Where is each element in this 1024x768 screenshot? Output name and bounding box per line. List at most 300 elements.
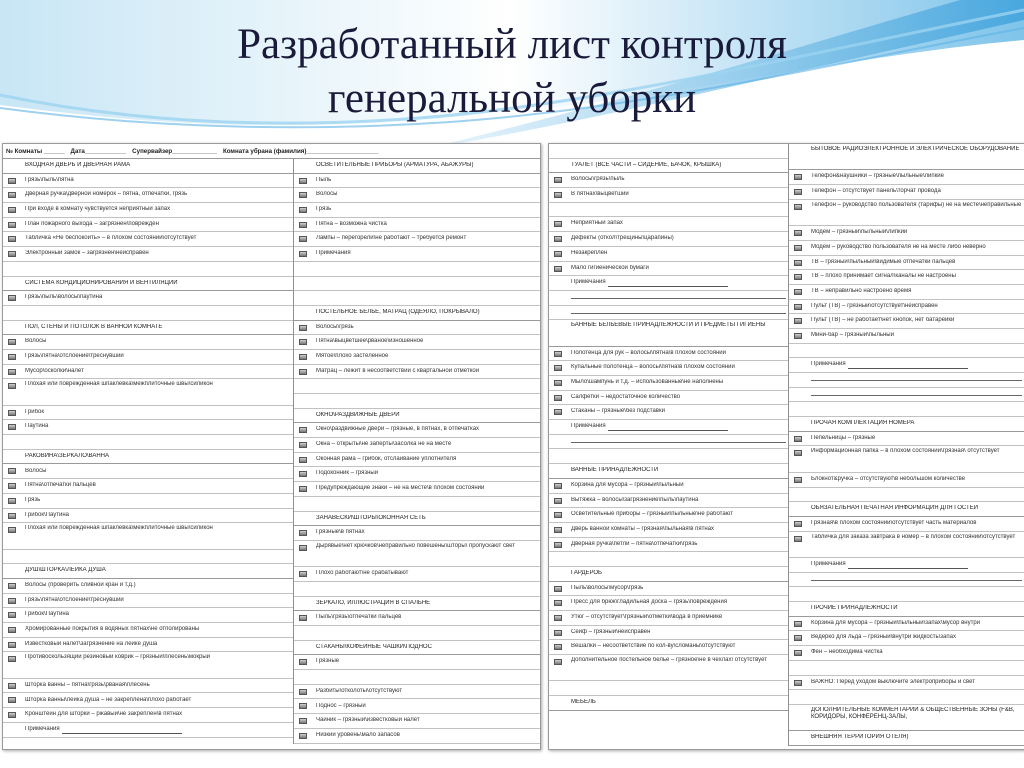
checkbox[interactable] xyxy=(794,477,802,483)
checklist-row xyxy=(789,300,1024,315)
blank-row xyxy=(294,394,540,409)
checkbox[interactable] xyxy=(299,222,307,228)
row-text: Полотенца для рук – волосы\пятна\в плохом состоянии xyxy=(571,349,727,356)
checkbox[interactable] xyxy=(8,339,16,345)
checklist-row xyxy=(3,232,293,247)
checkbox[interactable] xyxy=(299,659,307,665)
row-text: Плохая или поврежденная шпаклевка\межплиточные швы\силикон xyxy=(25,525,213,532)
checkbox[interactable] xyxy=(554,266,562,272)
checklist-row xyxy=(549,538,788,553)
section-heading xyxy=(549,567,788,582)
row-text: Пыль xyxy=(316,176,332,183)
row-text: Пресс для брюк\гладильная доска – грязь\повреждения xyxy=(571,599,728,606)
checklist-row xyxy=(3,365,293,380)
checklist-row xyxy=(294,247,540,262)
checkbox[interactable] xyxy=(8,251,16,257)
row-text: Волосы\грязь xyxy=(316,323,354,330)
checklist-row xyxy=(294,174,540,189)
row-text: Дверь ванной комнаты – грязная\пыльная\в пятнах xyxy=(571,525,715,532)
row-text: Телефон – руководство пользователя (тарифы) не на месте\неправильные xyxy=(811,201,1022,208)
checklist-row xyxy=(294,321,540,336)
checklist-row xyxy=(789,473,1024,488)
row-text: ЗАНАВЕСКИ\ШТОРЫ\ОКОННАЯ СЕТЬ xyxy=(316,514,426,521)
row-text: Пепельницы – грязные xyxy=(811,434,876,441)
checklist-row xyxy=(294,188,540,203)
row-text: Незакреплен xyxy=(571,249,608,256)
checklist-column-2 xyxy=(294,159,540,744)
checkbox[interactable] xyxy=(554,644,562,650)
checklist-row xyxy=(3,679,293,694)
checkbox[interactable] xyxy=(8,369,16,375)
row-text: Вешалки – несоответствие по кол-ву\сломаны\отсутствуют xyxy=(571,643,736,650)
checkbox[interactable] xyxy=(8,712,16,718)
blank-row xyxy=(294,497,540,512)
row-text xyxy=(811,580,1022,581)
checkbox[interactable] xyxy=(554,380,562,386)
row-text: Ведерко для льда – грязный\внутри жидкость\запах xyxy=(811,634,956,641)
row-text: СИСТЕМА КОНДИЦИОНИРОВАНИЯ И ВЕНТИЛЯЦИИ xyxy=(25,279,178,286)
checkbox[interactable] xyxy=(299,471,307,477)
checkbox[interactable] xyxy=(794,680,802,686)
checklist-row xyxy=(294,365,540,380)
row-text: Вытяжка – волосы\загрязнение\пыль\паутина xyxy=(571,496,699,503)
checkbox[interactable] xyxy=(299,571,307,577)
blank-row xyxy=(549,435,788,450)
checkbox[interactable] xyxy=(554,615,562,621)
row-text: Телефон – отсутствует панель\торчат провода xyxy=(811,188,941,195)
checkbox[interactable] xyxy=(299,545,307,551)
checkbox[interactable] xyxy=(299,689,307,695)
blank-row xyxy=(549,681,788,696)
checklist-row xyxy=(3,350,293,365)
checkbox[interactable] xyxy=(794,230,802,236)
checklist-row xyxy=(549,655,788,681)
row-text xyxy=(571,442,786,443)
checkbox[interactable] xyxy=(794,650,802,656)
checkbox[interactable] xyxy=(8,498,16,504)
blank-row xyxy=(789,388,1024,403)
checkbox[interactable] xyxy=(8,527,16,533)
row-text: Информационная папка – в плохом состоянии\грязная\ отсутствует xyxy=(811,448,1000,455)
row-text: ТВ – неправильно настроено время xyxy=(811,287,912,294)
checkbox[interactable] xyxy=(794,436,802,442)
row-text: Противоскользящий резиновый коврик – грязный\плесень\мокрый xyxy=(25,654,210,661)
row-text: Электронный замок – загрязнен\неисправен xyxy=(25,250,149,257)
checkbox[interactable] xyxy=(794,174,802,180)
section-heading xyxy=(549,320,788,346)
blank-row xyxy=(549,449,788,464)
checkbox[interactable] xyxy=(794,304,802,310)
row-text: Волосы\грязь\пыль xyxy=(571,176,625,183)
checklist-row xyxy=(294,655,540,670)
slide-title xyxy=(0,18,1024,126)
section-heading xyxy=(789,502,1024,517)
section-heading xyxy=(789,705,1024,731)
checklist-row xyxy=(3,335,293,350)
blank-row xyxy=(789,402,1024,417)
row-text: ГАРДЕРОБ xyxy=(571,570,602,576)
checklist-row xyxy=(294,714,540,729)
cleaned-by-field: Комната убрана (фамилия)_____________________ xyxy=(222,147,379,155)
row-text: Поднос – грязный xyxy=(316,702,366,709)
checklist-row xyxy=(789,185,1024,200)
checkbox[interactable] xyxy=(299,703,307,709)
checklist-column-4 xyxy=(789,144,1024,746)
row-text: Грязь\пыль\пятна xyxy=(25,176,74,183)
checkbox[interactable] xyxy=(8,383,16,389)
section-heading xyxy=(549,696,788,711)
blank-row xyxy=(294,582,540,597)
checklist-row xyxy=(789,532,1024,558)
checkbox[interactable] xyxy=(8,656,16,662)
checkbox[interactable] xyxy=(794,274,802,280)
checklist-row xyxy=(3,523,293,549)
checkbox[interactable] xyxy=(299,251,307,257)
section-heading xyxy=(3,321,293,336)
checklist-row xyxy=(294,699,540,714)
checklist-row xyxy=(789,676,1024,691)
row-text: Паутина xyxy=(25,423,49,430)
checklist-row xyxy=(294,611,540,626)
row-text: Предупреждающие знаки – не на месте\в плохом состоянии xyxy=(316,485,485,492)
checkbox[interactable] xyxy=(794,333,802,339)
form-header xyxy=(3,144,540,159)
section-heading xyxy=(549,159,788,174)
checklist-row xyxy=(3,247,293,262)
checkbox[interactable] xyxy=(299,457,307,463)
checklist-row xyxy=(294,541,540,567)
row-text: ЗЕРКАЛО, ИЛЛЮСТРАЦИЯ В СПАЛЬНЕ xyxy=(316,599,431,606)
checklist-row xyxy=(3,479,293,494)
checklist-row xyxy=(789,314,1024,329)
blank-row xyxy=(3,435,293,450)
row-text: Кронштейн для шторки – ржавый\не закреплен\в пятнах xyxy=(25,711,183,718)
row-text: Грязь\пятна\отслоение\треснувший xyxy=(25,352,124,359)
checklist-row xyxy=(294,335,540,350)
blank-row xyxy=(294,291,540,306)
section-heading xyxy=(789,144,1024,170)
row-text: Матрац – лежит в несоответствии с квартальной отметкой xyxy=(316,367,480,374)
checkbox[interactable] xyxy=(8,642,16,648)
checklist-column-3 xyxy=(549,144,789,746)
checklist-row xyxy=(294,423,540,438)
row-text: Известковый налет\загрязнение на лейке душа xyxy=(25,640,158,647)
checkbox[interactable] xyxy=(8,627,16,633)
row-text: ТУАЛЕТ (ВСЕ ЧАСТИ – СИДЕНИЕ, БАЧОК, КРЫШКА) xyxy=(571,161,722,168)
blank-row xyxy=(789,573,1024,588)
row-text: ТВ – грязный\пыльный\видимые отпечатки пальцев xyxy=(811,258,956,265)
checkbox[interactable] xyxy=(794,189,802,195)
checkbox[interactable] xyxy=(554,236,562,242)
section-heading xyxy=(3,159,293,174)
row-text: Волосы xyxy=(25,467,47,474)
row-text: Хромированные покрытия в водяных пятнах\не отполированы xyxy=(25,626,200,633)
row-text: Чайник – грязный\известковый налет xyxy=(316,717,420,724)
checkbox[interactable] xyxy=(554,221,562,227)
checkbox[interactable] xyxy=(794,621,802,627)
row-text: Грязь xyxy=(316,206,332,213)
checkbox[interactable] xyxy=(8,612,16,618)
blank-row xyxy=(3,550,293,565)
checkbox[interactable] xyxy=(554,365,562,371)
checklist-column-1 xyxy=(3,159,294,744)
checklist-row xyxy=(549,247,788,262)
checkbox[interactable] xyxy=(299,615,307,621)
section-heading xyxy=(3,277,293,292)
blank-row xyxy=(789,344,1024,359)
row-text: Пульт (ТВ) – не работает\нет кнопок, нет батарейки xyxy=(811,317,955,324)
row-text: Табличка «Не беспокоить» – в плохом состоянии\отсутствует xyxy=(25,235,197,242)
checkbox[interactable] xyxy=(8,192,16,198)
checkbox[interactable] xyxy=(299,192,307,198)
row-text: Неприятный запах xyxy=(571,220,623,227)
checkbox[interactable] xyxy=(554,409,562,415)
row-text: Корзина для мусора – грязный\пыльный xyxy=(571,481,684,488)
checklist-page-right xyxy=(548,143,1024,750)
checklist-row xyxy=(3,623,293,638)
row-text: Волосы (проверить сливной кран и т.д.) xyxy=(25,582,136,589)
checkbox[interactable] xyxy=(794,245,802,251)
room-number-field: № Комнаты ______ xyxy=(6,147,65,155)
row-text: Фен – необходима чистка xyxy=(811,649,883,656)
checklist-row xyxy=(294,232,540,247)
row-text: СТАКАНЫ\КОФЕЙНЫЕ ЧАШКИ\ПОДНОС xyxy=(316,643,432,650)
checklist-row xyxy=(549,405,788,420)
blank-row xyxy=(3,306,293,321)
row-text: ОСВЕТИТЕЛЬНЫЕ ПРИБОРЫ (АРМАТУРА, АБАЖУРЫ) xyxy=(316,162,474,169)
row-text: Подоконник – грязный xyxy=(316,470,379,477)
row-text: В пятнах\выцветший xyxy=(571,191,629,198)
checkbox[interactable] xyxy=(794,260,802,266)
checkbox[interactable] xyxy=(554,512,562,518)
checklist-row xyxy=(789,329,1024,344)
checkbox[interactable] xyxy=(8,683,16,689)
row-text: Примечания xyxy=(571,423,786,431)
checkbox[interactable] xyxy=(8,513,16,519)
row-text: Купальные полотенца – волосы\пятна\в плохом состоянии xyxy=(571,364,735,371)
checkbox[interactable] xyxy=(554,251,562,257)
checklist-row xyxy=(789,617,1024,632)
row-text: Дополнительное постельное белье – грязное\не в чехлах\ отсутствует xyxy=(571,657,767,664)
row-text: Мусор\осколки\налет xyxy=(25,367,84,374)
section-heading xyxy=(294,512,540,527)
row-text: Примечания xyxy=(25,726,291,734)
checkbox[interactable] xyxy=(8,583,16,589)
checkbox[interactable] xyxy=(299,486,307,492)
notes-row xyxy=(789,358,1024,373)
row-text: План пожарного выхода – загрязнен\поврежден xyxy=(25,220,159,227)
row-text: БЫТОВОЕ РАДИОЭЛЕКТРОННОЕ И ЭЛЕКТРИЧЕСКОЕ ОБОРУДОВАНИЕ xyxy=(811,146,1020,152)
checkbox[interactable] xyxy=(299,718,307,724)
blank-row xyxy=(294,379,540,394)
blank-row xyxy=(294,277,540,292)
checklist-row xyxy=(294,438,540,453)
checkbox[interactable] xyxy=(8,178,16,184)
checklist-row xyxy=(3,464,293,479)
checklist-row xyxy=(294,526,540,541)
checklist-row xyxy=(549,508,788,523)
checkbox[interactable] xyxy=(299,207,307,213)
checklist-row xyxy=(549,173,788,188)
checkbox[interactable] xyxy=(8,222,16,228)
supervisor-field: Супервайзер_____________ xyxy=(132,147,217,155)
row-text: Стаканы – грязные\без подставки xyxy=(571,408,665,415)
checkbox[interactable] xyxy=(8,697,16,703)
row-text: Блокнот&ручка – отсутствуют\в небольшом количестве xyxy=(811,475,966,482)
row-text: Волосы xyxy=(316,191,338,198)
checklist-row xyxy=(549,361,788,376)
checklist-row xyxy=(789,646,1024,661)
checkbox[interactable] xyxy=(554,630,562,636)
row-text: Дефекты (откол\трещины\царапины) xyxy=(571,235,674,242)
checkbox[interactable] xyxy=(299,427,307,433)
checkbox[interactable] xyxy=(8,207,16,213)
checklist-row xyxy=(549,262,788,277)
section-heading xyxy=(789,602,1024,617)
checkbox[interactable] xyxy=(794,450,802,456)
row-text: ПРОЧАЯ КОМПЛЕКТАЦИЯ НОМЕРА xyxy=(811,420,915,427)
checklist-row xyxy=(549,391,788,406)
checklist-row xyxy=(3,608,293,623)
checklist-row xyxy=(3,579,293,594)
checklist-page-left xyxy=(2,143,541,750)
section-heading xyxy=(294,597,540,612)
blank-row xyxy=(549,291,788,306)
checkbox[interactable] xyxy=(8,354,16,360)
checklist-row xyxy=(3,509,293,524)
checklist-row xyxy=(549,347,788,362)
section-heading xyxy=(3,450,293,465)
checklist-row xyxy=(789,226,1024,241)
checklist-row xyxy=(294,350,540,365)
row-text: ВАЖНО: Перед уходом выключите электроприборы и свет xyxy=(811,678,975,685)
checkbox[interactable] xyxy=(554,498,562,504)
checkbox[interactable] xyxy=(554,659,562,665)
checkbox[interactable] xyxy=(794,635,802,641)
section-heading xyxy=(294,409,540,424)
checklist-row xyxy=(3,188,293,203)
checkbox[interactable] xyxy=(554,600,562,606)
checklist-row xyxy=(294,218,540,233)
row-text: Мятое\плохо застеленное xyxy=(316,352,389,359)
row-text: ВАННЫЕ ПРИНАДЛЕЖНОСТИ xyxy=(571,467,659,474)
checkbox[interactable] xyxy=(554,483,562,489)
checklist-row xyxy=(789,241,1024,256)
checkbox[interactable] xyxy=(299,442,307,448)
checklist-row xyxy=(549,232,788,247)
checkbox[interactable] xyxy=(794,318,802,324)
checklist-row xyxy=(549,582,788,597)
section-heading xyxy=(3,564,293,579)
checkbox[interactable] xyxy=(299,178,307,184)
row-text: Примечания xyxy=(811,361,1022,369)
slide-title-line-1: Разработанный лист контроля xyxy=(237,21,787,68)
checkbox[interactable] xyxy=(554,395,562,401)
checkbox[interactable] xyxy=(8,424,16,430)
checklist-row xyxy=(3,652,293,678)
checklist-row xyxy=(294,203,540,218)
checklist-row xyxy=(3,594,293,609)
checkbox[interactable] xyxy=(554,527,562,533)
checklist-row xyxy=(294,467,540,482)
row-text: ПОЛ, СТЕНЫ И ПОТОЛОК В ВАННОЙ КОМНАТЕ xyxy=(25,323,163,330)
checklist-row xyxy=(3,203,293,218)
checkbox[interactable] xyxy=(794,289,802,295)
checklist-row xyxy=(789,270,1024,285)
row-text: Примечания xyxy=(571,279,786,287)
checklist-row xyxy=(3,174,293,189)
checkbox[interactable] xyxy=(299,733,307,739)
checkbox[interactable] xyxy=(8,598,16,604)
checkbox[interactable] xyxy=(8,410,16,416)
row-text: Модем – руководство пользователя не на месте либо неверно xyxy=(811,243,986,250)
checklist-row xyxy=(3,638,293,653)
checkbox[interactable] xyxy=(299,236,307,242)
row-text: Мало гигиенической бумаги xyxy=(571,264,649,271)
row-text: ТВ – плохо принимает сигнал\каналы не настроены xyxy=(811,273,956,280)
section-heading xyxy=(294,641,540,656)
row-text: Лампы – перегорели\не работают – требуется ремонт xyxy=(316,235,467,242)
checkbox[interactable] xyxy=(299,325,307,331)
checklist-row xyxy=(3,494,293,509)
row-text: Осветительные приборы – грязный\пыльные\не работают xyxy=(571,511,733,518)
checkbox[interactable] xyxy=(554,192,562,198)
checkbox[interactable] xyxy=(8,468,16,474)
row-text: ВХОДНАЯ ДВЕРЬ И ДВЕРНАЯ РАМА xyxy=(25,162,131,169)
row-text: Шторка ванны\лейка душа – не закреплена\плохо работает xyxy=(25,696,192,703)
checklist-row xyxy=(549,596,788,611)
row-text: Шторка ванны – пятна\грязь\рваная\плесень xyxy=(25,681,150,688)
row-text: Пыль\грязь\отпечатки пальцев xyxy=(316,614,402,621)
row-text: Грязь\пыль\волосы\паутина xyxy=(25,294,103,301)
checklist-row xyxy=(789,200,1024,226)
section-heading xyxy=(294,306,540,321)
checklist-row xyxy=(789,517,1024,532)
checkbox[interactable] xyxy=(554,586,562,592)
row-text: Грязные xyxy=(316,658,340,665)
checkbox[interactable] xyxy=(554,351,562,357)
row-text: Грибок\Паутина xyxy=(25,611,69,618)
checkbox[interactable] xyxy=(299,369,307,375)
checkbox[interactable] xyxy=(794,204,802,210)
checkbox[interactable] xyxy=(8,295,16,301)
row-text: Мини-бар – грязный\пыльный xyxy=(811,332,894,339)
checklist-row xyxy=(3,406,293,421)
checklist-row xyxy=(549,376,788,391)
row-text: БАННЫЕ БЕЛЬЕВЫЕ ПРИНАДЛЕЖНОСТИ И ПРЕДМЕТЫ ГИГИЕНЫ xyxy=(571,322,766,329)
section-heading xyxy=(789,417,1024,432)
checkbox[interactable] xyxy=(299,339,307,345)
blank-row xyxy=(549,552,788,567)
row-text: ВНЕШНЯЯ ТЕРРИТОРИЯ ОТЕЛЯ) xyxy=(811,734,909,741)
row-text: ПОСТЕЛЬНОЕ БЕЛЬЕ, МАТРАЦ (ОДЕЯЛО, ПОКРЫВАЛО) xyxy=(316,308,480,315)
checkbox[interactable] xyxy=(8,483,16,489)
checklist-row xyxy=(549,523,788,538)
checkbox[interactable] xyxy=(299,530,307,536)
checkbox[interactable] xyxy=(794,521,802,527)
checkbox[interactable] xyxy=(8,236,16,242)
row-text: Корзина для мусора – грязный\пыльный\запах\мусор внутри xyxy=(811,619,981,626)
checkbox[interactable] xyxy=(554,542,562,548)
checkbox[interactable] xyxy=(794,536,802,542)
checklist-row xyxy=(294,453,540,468)
checkbox[interactable] xyxy=(299,354,307,360)
row-text xyxy=(571,298,786,299)
checklist-row xyxy=(549,217,788,232)
row-text: Дверная ручка\петли – пятна\отпечатки\грязь xyxy=(571,540,698,547)
row-text: ДУШ\ШТОРКА\ЛЕЙКА ДУША xyxy=(25,567,106,574)
checkbox[interactable] xyxy=(554,177,562,183)
